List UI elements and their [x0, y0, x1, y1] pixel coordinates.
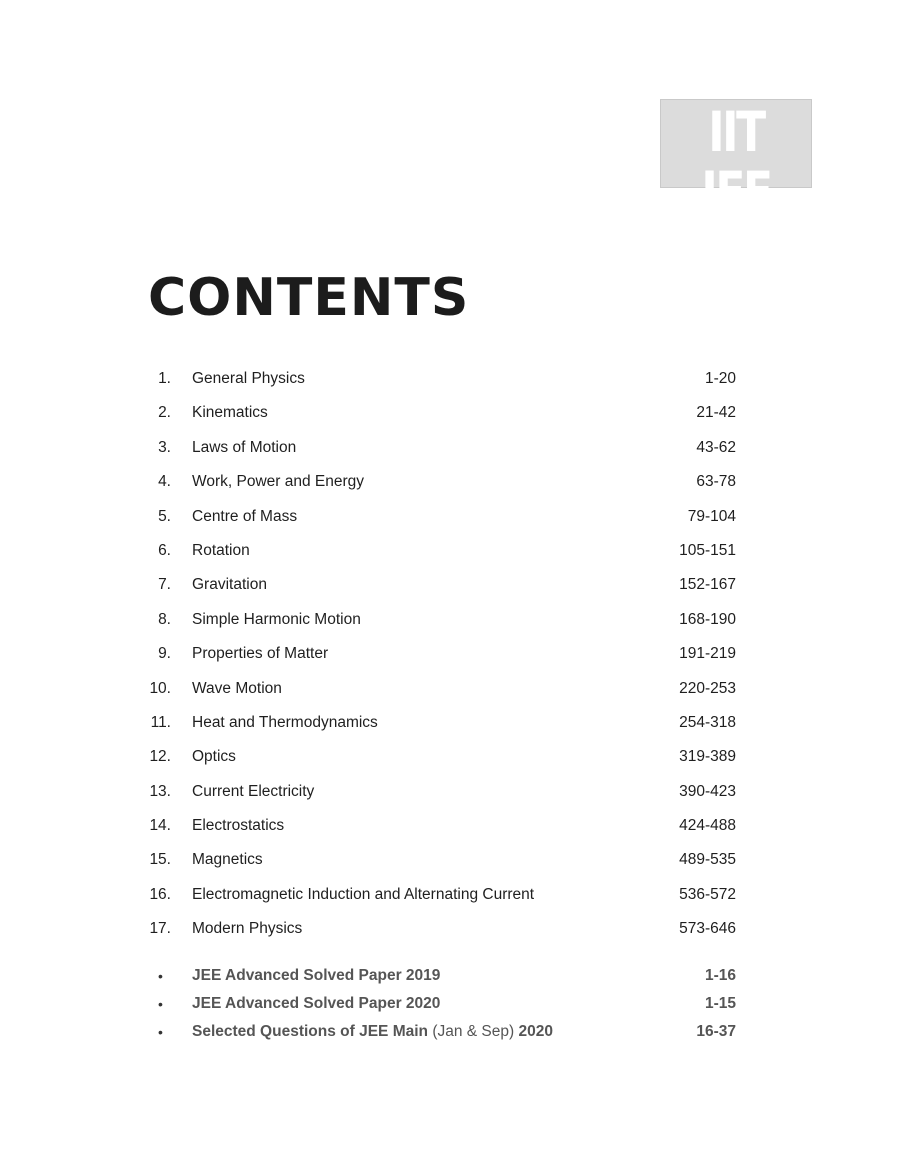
chapter-title: Optics — [192, 748, 236, 766]
chapter-pages: 319-389 — [679, 748, 736, 766]
extra-list — [0, 962, 900, 1046]
toc-row — [0, 775, 900, 809]
extra-title — [192, 990, 440, 1018]
toc-row — [0, 534, 900, 568]
chapter-pages: 1-20 — [704, 370, 736, 387]
chapter-number: 3. — [158, 438, 171, 456]
chapter-pages: 21-42 — [696, 404, 736, 422]
chapter-pages: 168-190 — [679, 610, 736, 628]
chapter-number: 11. — [150, 713, 171, 731]
extra-pages: 1-15 — [704, 995, 736, 1012]
extra-title — [192, 962, 440, 990]
chapter-title: Properties of Matter — [192, 645, 329, 663]
extra-title-bold: JEE Advanced Solved Paper 2020 — [192, 995, 441, 1012]
chapter-pages: 390-423 — [679, 782, 736, 800]
chapter-number: 5. — [158, 507, 171, 525]
chapter-pages: 254-318 — [679, 713, 736, 731]
chapter-number: 7. — [158, 576, 171, 594]
extra-title-bold: Selected Questions of JEE Main — [192, 1023, 429, 1040]
chapter-pages: 424-488 — [679, 817, 736, 835]
bullet-icon: • — [158, 996, 163, 1012]
chapter-title: Laws of Motion — [192, 438, 297, 456]
logo-main-text: IIT JEE — [701, 100, 771, 224]
chapter-title: Heat and Thermodynamics — [192, 713, 378, 731]
chapter-pages: 63-78 — [696, 473, 736, 491]
chapter-number: 10. — [149, 679, 171, 697]
bullet-icon: • — [158, 1024, 163, 1040]
extra-title-bold: JEE Advanced Solved Paper 2019 — [192, 967, 441, 984]
toc-row — [0, 637, 900, 671]
chapter-title: General Physics — [192, 370, 305, 387]
toc-row — [0, 396, 900, 430]
extra-row — [0, 962, 900, 990]
extra-pages: 1-16 — [704, 967, 736, 984]
chapter-title: Modern Physics — [192, 920, 303, 938]
chapter-pages: 220-253 — [679, 679, 736, 697]
chapter-number: 16. — [149, 885, 171, 903]
toc-row — [0, 465, 900, 499]
chapter-number: 12. — [149, 748, 171, 766]
chapter-title: Electrostatics — [192, 817, 285, 835]
chapter-number: 17. — [149, 920, 171, 938]
page-title: CONTENTS — [148, 268, 470, 328]
toc-row — [0, 912, 900, 946]
chapter-list — [0, 362, 900, 947]
toc-row — [0, 431, 900, 465]
toc-row — [0, 706, 900, 740]
extra-pages: 16-37 — [696, 1023, 736, 1040]
chapter-title: Gravitation — [192, 576, 267, 594]
chapter-title: Kinematics — [192, 404, 268, 422]
chapter-number: 8. — [158, 610, 171, 628]
chapter-title: Rotation — [192, 541, 250, 559]
toc-row — [0, 568, 900, 602]
chapter-pages: 536-572 — [679, 885, 736, 903]
chapter-title: Electromagnetic Induction and Alternating Current — [192, 885, 535, 903]
chapter-title: Magnetics — [192, 851, 263, 869]
chapter-title: Work, Power and Energy — [192, 473, 365, 491]
chapter-number: 15. — [149, 851, 171, 869]
chapter-number: 2. — [158, 404, 171, 422]
chapter-pages: 152-167 — [679, 576, 736, 594]
extra-row — [0, 990, 900, 1018]
toc-row — [0, 843, 900, 877]
chapter-number: 6. — [158, 541, 171, 559]
chapter-pages: 489-535 — [679, 851, 736, 869]
toc-row — [0, 672, 900, 706]
extra-title — [192, 1018, 553, 1046]
toc-row — [0, 878, 900, 912]
chapter-pages: 43-62 — [696, 438, 736, 456]
chapter-pages: 573-646 — [679, 920, 736, 938]
chapter-number: 9. — [158, 645, 171, 663]
toc-row — [0, 362, 900, 396]
bullet-icon: • — [158, 968, 163, 984]
toc-row — [0, 740, 900, 774]
chapter-number: 4. — [158, 473, 171, 491]
chapter-title: Centre of Mass — [192, 507, 298, 525]
chapter-number: 14. — [149, 817, 171, 835]
chapter-pages: 191-219 — [679, 645, 736, 663]
chapter-title: Wave Motion — [192, 679, 282, 697]
iit-jee-logo — [660, 99, 812, 239]
chapter-title: Simple Harmonic Motion — [192, 610, 361, 628]
chapter-number: 1. — [158, 370, 171, 387]
extra-title-normal: (Jan & Sep) — [428, 1023, 519, 1040]
toc-row — [0, 500, 900, 534]
chapter-title: Current Electricity — [192, 782, 315, 800]
chapter-pages: 105-151 — [679, 541, 736, 559]
extra-title-bold-tail: 2020 — [518, 1023, 553, 1040]
chapter-number: 13. — [149, 782, 171, 800]
toc-row — [0, 603, 900, 637]
logo-sub-text: JEE Main & Advanced — [671, 224, 801, 239]
chapter-pages: 79-104 — [687, 507, 736, 525]
extra-row — [0, 1018, 900, 1046]
toc-row — [0, 809, 900, 843]
